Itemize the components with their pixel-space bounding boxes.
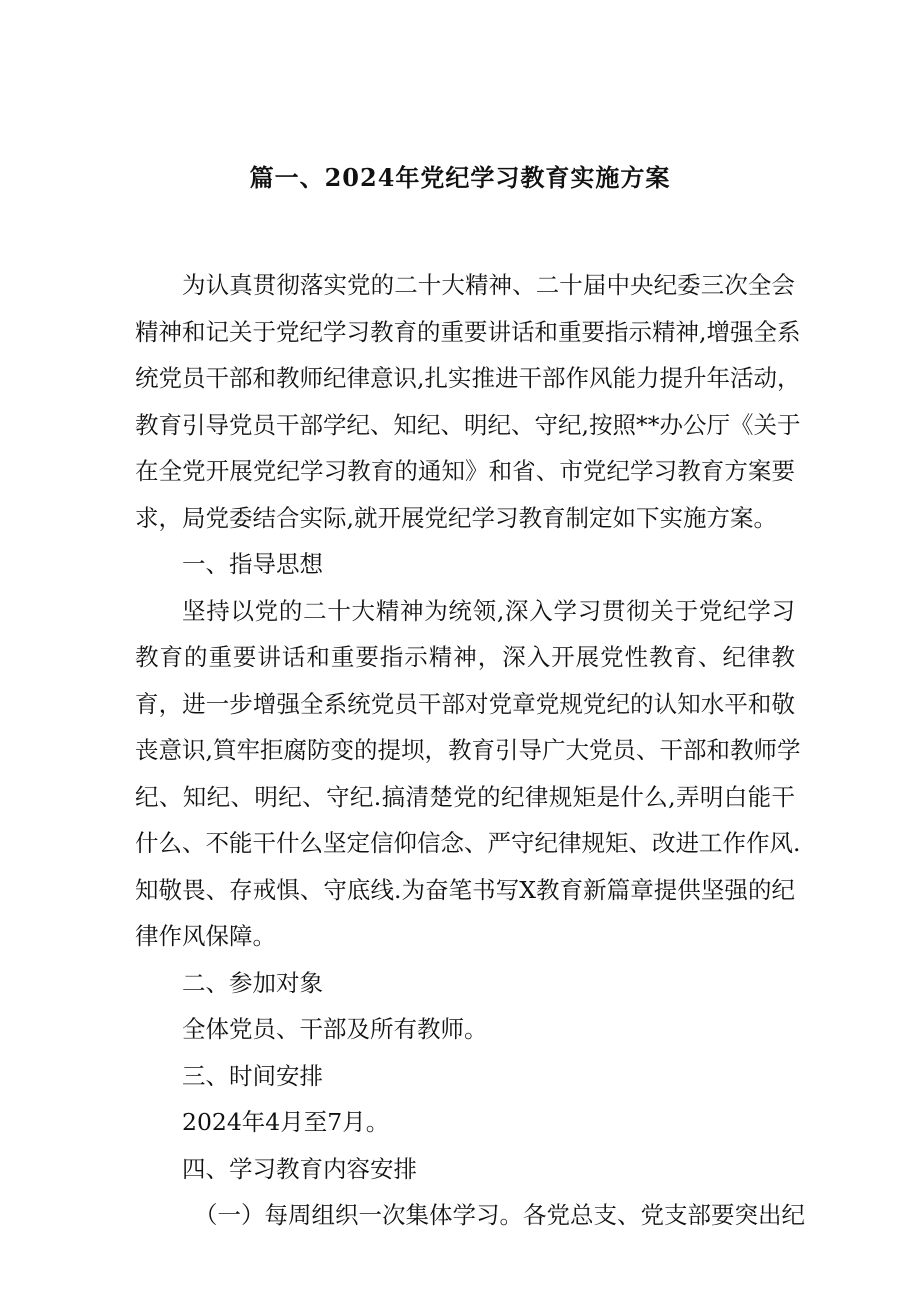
paragraph-line: 丧意识,筫牢拒腐防变的提坝，教育引导广大党员、干部和教师学 <box>135 736 801 764</box>
paragraph-line: 求，局党委结合实际,就开展党纪学习教育制定如下实施方案。 <box>135 503 777 532</box>
paragraph-line: 知敬畏、存戒惧、守底线.为奋笔书写X教育新篇章提供坚强的纪 <box>135 875 795 904</box>
paragraph-line: 为认真贯彻落实党的二十大精神、二十届中央纪委三次全会 <box>182 271 795 299</box>
paragraph-line: 统党员干部和教师纪律意识,扎实推进干部作风能力提升年活动， <box>135 364 801 392</box>
paragraph-line: 全体党员、干部及所有教师。 <box>182 1015 488 1043</box>
paragraph-line: 2024年4月至7月。 <box>182 1108 390 1136</box>
paragraph-line: 在全党开展党纪学习教育的通知》和省、市党纪学习教育方案要 <box>135 457 795 485</box>
section-heading: 一、指导思想 <box>182 550 323 578</box>
paragraph-line: 教育引导党员干部学纪、知纪、明纪、守纪,按照**办公厅《关于 <box>135 410 801 439</box>
section-heading: 三、时间安排 <box>182 1061 323 1090</box>
paragraph-line: 教育的重要讲话和重要指示精神，深入开展党性教育、纪律教 <box>135 643 795 671</box>
section-heading: 二、参加对象 <box>182 968 323 997</box>
section-heading: 四、学习教育内容安排 <box>182 1154 417 1183</box>
document-body <box>135 262 805 1239</box>
paragraph-line: 什么、不能干什么坚定信仰信念、严守纪律规矩、改进工作作风. <box>135 829 801 857</box>
document-title: 篇一、2024年党纪学习教育实施方案 <box>249 163 671 192</box>
paragraph-line: 律作风保障。 <box>135 922 276 950</box>
paragraph-line: 坚持以党的二十大精神为统领,深入学习贯彻关于党纪学习 <box>182 596 795 625</box>
paragraph-line: 纪、知纪、明纪、守纪.搞清楚党的纪律规矩是什么,弄明白能干 <box>135 782 795 811</box>
paragraph-line: 精神和记关于党纪学习教育的重要讲话和重要指示精神,增强全系 <box>135 317 801 346</box>
paragraph-line: 育，进一步增强全系统党员干部对党章党规党纪的认知水平和敬 <box>135 689 795 718</box>
paragraph-line: （一）每周组织一次集体学习。各党总支、党支部要突出纪 <box>194 1201 805 1229</box>
